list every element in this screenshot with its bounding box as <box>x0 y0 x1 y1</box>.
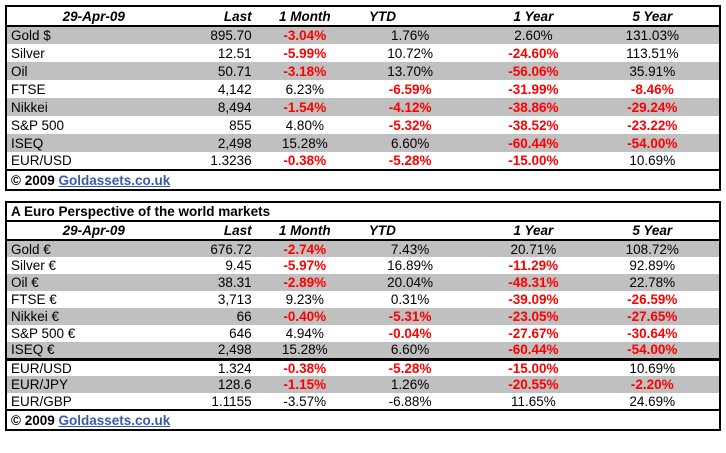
column-header-1-year: 1 Year <box>465 221 601 240</box>
cell-5-year: -26.59% <box>627 292 678 307</box>
cell-1-month: -1.54% <box>255 98 355 116</box>
goldassets-link[interactable]: Goldassets.co.uk <box>58 412 171 428</box>
table-row <box>6 393 720 410</box>
cell-1-year: -15.00% <box>508 153 559 168</box>
footer-cell <box>6 410 720 430</box>
cell-last: 1.324 <box>180 359 254 376</box>
cell-ytd: -4.12% <box>355 98 465 116</box>
cell-1-year: 2.60% <box>465 26 601 44</box>
cell-ytd: -5.32% <box>388 117 432 133</box>
cell-ytd: 6.60% <box>355 342 465 359</box>
table-row <box>6 80 720 98</box>
cell-5-year: -27.65% <box>602 308 720 325</box>
cell-1-month: -5.99% <box>283 45 327 61</box>
cell-1-year: -23.05% <box>465 308 601 325</box>
cell-1-year: -48.31% <box>465 274 601 291</box>
copyright-text: © 2009 <box>11 412 55 428</box>
table-row <box>6 359 720 376</box>
cell-last: 9.45 <box>225 258 252 273</box>
cell-5-year: -29.24% <box>602 98 720 116</box>
cell-1-year: -15.00% <box>465 359 601 376</box>
table-footer-row <box>6 410 720 430</box>
cell-1-month: 4.94% <box>285 326 324 341</box>
cell-1-year: -56.06% <box>465 62 601 80</box>
cell-ytd: 0.31% <box>390 292 430 307</box>
cell-5-year: -2.20% <box>602 376 720 393</box>
cell-last: 2,498 <box>180 342 254 359</box>
usd-markets-table <box>5 5 721 191</box>
row-label: Nikkei € <box>6 308 180 325</box>
copyright-text: © 2009 <box>11 172 55 188</box>
cell-ytd: -0.04% <box>388 326 432 341</box>
cell-ytd: 7.43% <box>355 240 465 257</box>
cell-ytd: -6.88% <box>388 393 432 409</box>
row-label: FTSE € <box>11 292 57 307</box>
table-row <box>6 44 720 62</box>
cell-last: 4,142 <box>217 81 252 97</box>
cell-1-month: 15.28% <box>255 342 355 359</box>
cell-1-month: -1.15% <box>255 376 355 393</box>
cell-5-year: -23.22% <box>627 117 678 133</box>
cell-1-year: 20.71% <box>465 240 601 257</box>
euro-markets-table <box>5 201 721 431</box>
cell-5-year: -8.46% <box>630 81 674 97</box>
row-label: EUR/JPY <box>6 376 180 393</box>
table-row <box>6 62 720 80</box>
row-label: EUR/USD <box>11 153 72 168</box>
column-header-row <box>6 221 720 240</box>
cell-1-year: 11.65% <box>511 393 556 409</box>
cell-last: 1.3236 <box>210 153 252 168</box>
cell-1-month: -2.74% <box>255 240 355 257</box>
cell-last: 2,498 <box>180 134 254 152</box>
table-row <box>6 376 720 393</box>
cell-1-month: -3.04% <box>255 26 355 44</box>
cell-1-month: -5.97% <box>283 258 327 273</box>
table-row <box>6 26 720 44</box>
cell-5-year: 22.78% <box>602 274 720 291</box>
cell-5-year: -30.64% <box>627 326 678 341</box>
cell-last: 855 <box>229 117 252 133</box>
column-header-ytd: YTD <box>355 6 465 26</box>
cell-last: 38.31 <box>180 274 254 291</box>
cell-ytd: 1.26% <box>355 376 465 393</box>
table-row <box>6 98 720 116</box>
cell-last: 50.71 <box>180 62 254 80</box>
table-row <box>6 342 720 359</box>
column-header-last: Last <box>180 6 254 26</box>
row-label: EUR/USD <box>6 359 180 376</box>
cell-1-year: -60.44% <box>465 134 601 152</box>
column-header-last: Last <box>180 221 254 240</box>
cell-ytd: -5.28% <box>388 153 432 168</box>
cell-last: 895.70 <box>180 26 254 44</box>
cell-last: 1.1155 <box>211 393 252 409</box>
cell-1-year: -38.86% <box>465 98 601 116</box>
cell-ytd: 13.70% <box>355 62 465 80</box>
table-row <box>6 240 720 257</box>
cell-1-year: -20.55% <box>465 376 601 393</box>
cell-1-year: -11.29% <box>508 258 559 273</box>
cell-ytd: -5.31% <box>355 308 465 325</box>
cell-last: 3,713 <box>217 292 252 307</box>
cell-1-month: 6.23% <box>285 81 324 97</box>
cell-ytd: 16.89% <box>387 258 433 273</box>
cell-1-month: -0.38% <box>283 153 327 168</box>
table-row <box>6 274 720 291</box>
row-label: ISEQ € <box>6 342 180 359</box>
row-label: Silver <box>11 45 45 61</box>
cell-5-year: 113.51% <box>626 45 679 61</box>
column-header-5-year: 5 Year <box>602 221 720 240</box>
column-header-ytd: YTD <box>355 221 465 240</box>
table-row <box>6 257 720 274</box>
cell-5-year: 35.91% <box>602 62 720 80</box>
row-label: S&P 500 € <box>11 326 76 341</box>
row-label: ISEQ <box>6 134 180 152</box>
cell-1-month: 9.23% <box>285 292 324 307</box>
column-header-5-year: 5 Year <box>602 6 720 26</box>
cell-5-year: 131.03% <box>602 26 720 44</box>
row-label: Gold € <box>6 240 180 257</box>
cell-5-year: 24.69% <box>629 393 676 409</box>
column-header-1-year: 1 Year <box>465 6 601 26</box>
table-footer-row <box>6 170 720 190</box>
cell-1-month: -0.40% <box>255 308 355 325</box>
cell-ytd: -5.28% <box>355 359 465 376</box>
row-label: EUR/GBP <box>11 393 72 409</box>
table-row <box>6 325 720 342</box>
header-date: 29-Apr-09 <box>6 6 180 26</box>
cell-5-year: 10.69% <box>602 359 720 376</box>
cell-5-year: -54.00% <box>602 342 720 359</box>
column-header-1-month: 1 Month <box>255 221 355 240</box>
column-header-row <box>6 6 720 26</box>
row-label: S&P 500 <box>11 117 65 133</box>
goldassets-link[interactable]: Goldassets.co.uk <box>58 172 171 188</box>
table-row <box>6 308 720 325</box>
cell-last: 646 <box>229 326 252 341</box>
cell-1-month: -2.89% <box>255 274 355 291</box>
table-row <box>6 134 720 152</box>
row-label: Silver € <box>11 258 57 273</box>
cell-1-month: -3.57% <box>283 393 327 409</box>
row-label: Nikkei <box>6 98 180 116</box>
cell-1-month: 15.28% <box>255 134 355 152</box>
row-label: Gold $ <box>6 26 180 44</box>
cell-5-year: 108.72% <box>602 240 720 257</box>
cell-last: 676.72 <box>180 240 254 257</box>
cell-1-year: -39.09% <box>508 292 559 307</box>
table-title: A Euro Perspective of the world markets <box>6 202 720 221</box>
cell-1-year: -27.67% <box>508 326 559 341</box>
cell-last: 128.6 <box>180 376 254 393</box>
cell-5-year: -54.00% <box>602 134 720 152</box>
cell-1-year: -60.44% <box>465 342 601 359</box>
footer-cell <box>6 170 720 190</box>
column-header-1-month: 1 Month <box>255 6 355 26</box>
row-label: FTSE <box>11 81 46 97</box>
cell-1-year: -24.60% <box>508 45 559 61</box>
cell-1-year: -38.52% <box>508 117 559 133</box>
cell-last: 12.51 <box>217 45 252 61</box>
cell-ytd: -6.59% <box>388 81 432 97</box>
cell-last: 66 <box>180 308 254 325</box>
cell-1-year: -31.99% <box>508 81 559 97</box>
cell-1-month: -0.38% <box>255 359 355 376</box>
cell-5-year: 92.89% <box>629 258 676 273</box>
cell-ytd: 6.60% <box>355 134 465 152</box>
table-row <box>6 116 720 134</box>
table-row <box>6 152 720 170</box>
table-row <box>6 291 720 308</box>
header-date: 29-Apr-09 <box>6 221 180 240</box>
cell-5-year: 10.69% <box>629 153 676 168</box>
row-label: Oil <box>6 62 180 80</box>
cell-last: 8,494 <box>180 98 254 116</box>
row-label: Oil € <box>6 274 180 291</box>
cell-1-month: -3.18% <box>255 62 355 80</box>
cell-ytd: 10.72% <box>387 45 433 61</box>
table-title-row <box>6 202 720 221</box>
cell-ytd: 20.04% <box>355 274 465 291</box>
cell-1-month: 4.80% <box>285 117 324 133</box>
cell-ytd: 1.76% <box>355 26 465 44</box>
